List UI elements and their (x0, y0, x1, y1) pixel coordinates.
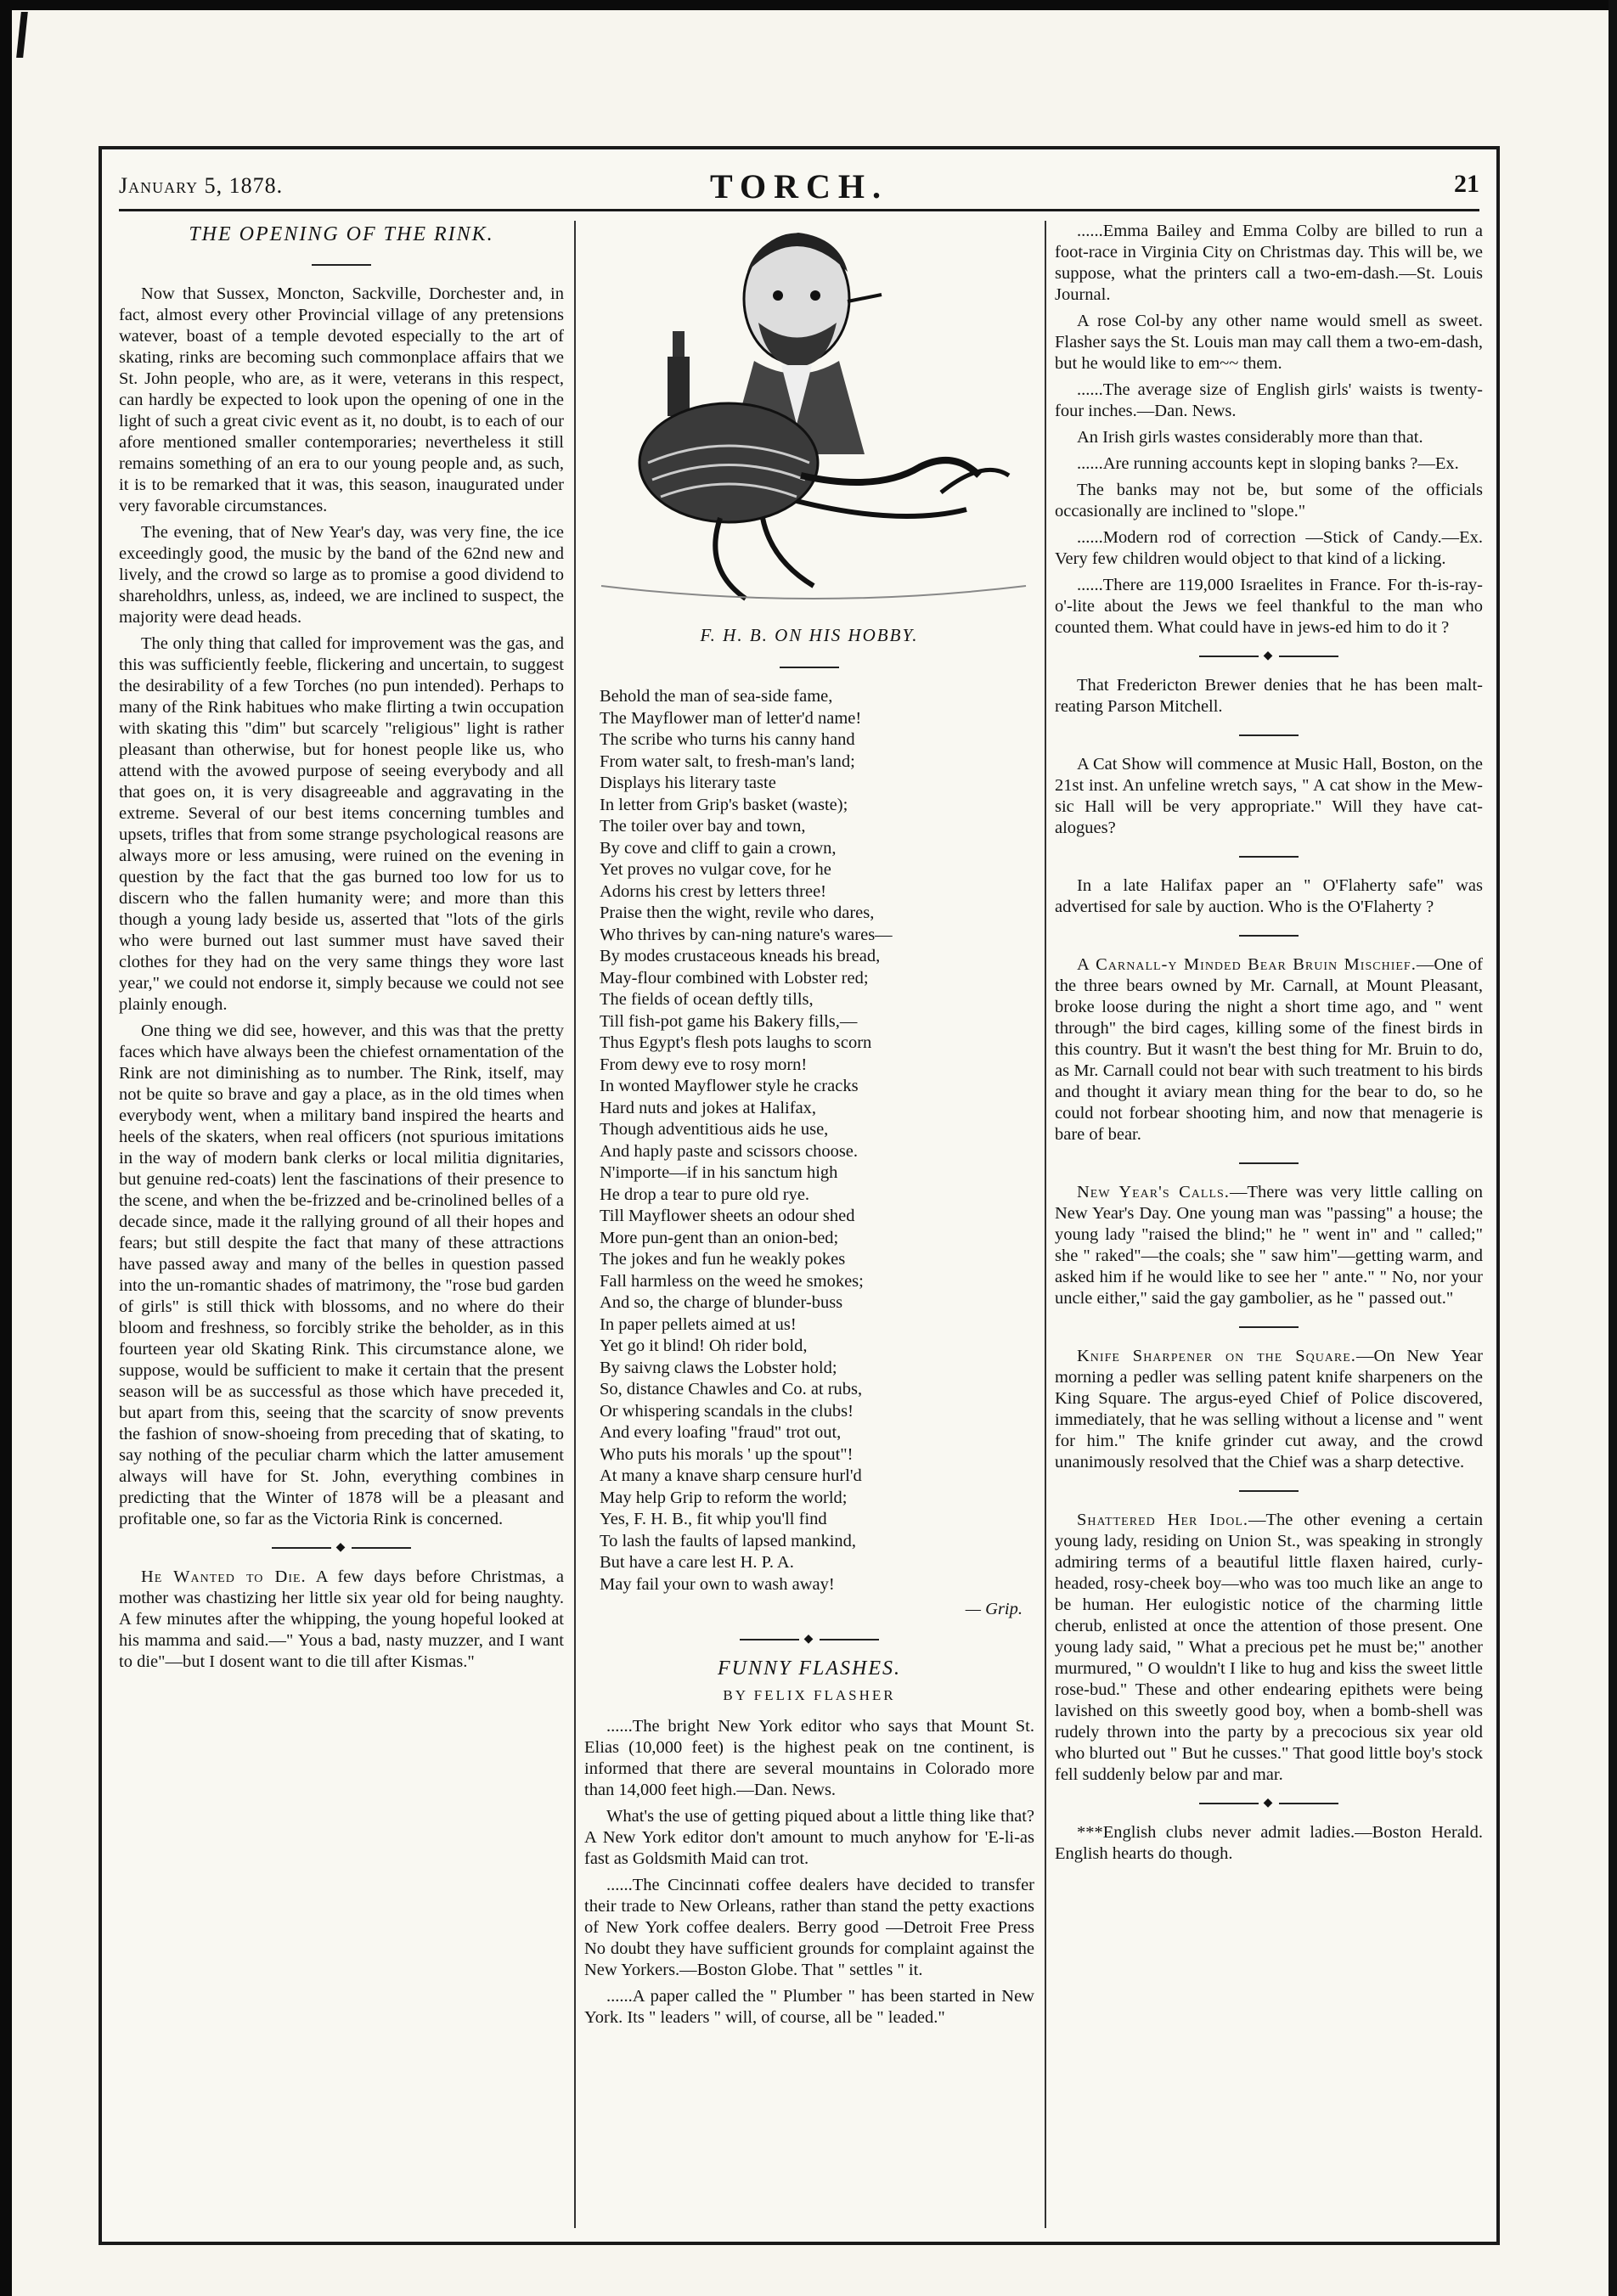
column-3 (1055, 221, 1483, 2228)
paragraph: ......Are running accounts kept in sloping banks ?—Ex. (1077, 454, 1459, 473)
paragraph: ***English clubs never admit ladies.—Boston Herald. English hearts do though. (1055, 1823, 1483, 1863)
ornament-icon (1055, 846, 1483, 867)
paragraph: Now that Sussex, Moncton, Sackville, Dorchester and, in fact, almost every other Provincial village of any pretensions watever, boast of a temple devoted especially to the art of skating, rinks are becoming such commonplace affairs that we St. John people, who are, as it were, veterans in this respect, can hardly be expected to look upon the opening of one in the light of such a great civic event as it, no doubt, is to each of our afore mentioned smaller contemporaries; nevertheless it still remains something of an era to our young people and, as such, it is to be remarked that it was, this season, inaugurated under very favorable circumstances. (119, 284, 564, 515)
paragraph: A rose Col-by any other name would smell as sweet. Flasher says the St. Louis man may call them a two-em-dash, but he would like to em~~ them. (1055, 312, 1483, 373)
poem-line: In wonted Mayflower style he cracks (600, 1077, 859, 1095)
illustration-caption: F. H. B. ON HIS HOBBY. (700, 625, 919, 645)
ornament-icon (584, 656, 1034, 678)
item-heading: He Wanted to Die. (141, 1567, 307, 1586)
paragraph: ......Emma Bailey and Emma Colby are billed to run a foot-race in Virginia City on Christmas day. This will be, we suppose, what the printers call a two-em-dash.—St. Louis Journal. (1055, 222, 1483, 304)
paragraph: ......Modern rod of correction —Stick of Candy.—Ex. Very few children would object to that kind of a licking. (1055, 528, 1483, 568)
ornament-icon (119, 254, 564, 275)
item-text: —One of the three bears owned by Mr. Carnall, at Mount Pleasant, broke loose during the night a short time ago, and " went through" the bird cages, killing some of the finest birds in this country. But it wasn't the best thing for Mr. Bruin to do, as Mr. Carnall could not bear with such treatment to his birds and thought it aviary mean thing for the bear to do, so he could not forbear shooting him, and now that menagerie is bare of bear. (1055, 955, 1483, 1144)
scan-edge-left (0, 0, 12, 2296)
poem-line: Praise then the wight, revile who dares, (600, 903, 875, 922)
ornament-icon: ◆ (1055, 645, 1483, 667)
item-heading: Shattered Her Idol. (1077, 1511, 1249, 1529)
column-rule (1045, 221, 1046, 2228)
poem-line: And so, the charge of blunder-buss (600, 1293, 843, 1312)
poem-line: N'importe—if in his sanctum high (600, 1163, 838, 1182)
paragraph: The evening, that of New Year's day, was very fine, the ice exceedingly good, the music by the band of the 62nd new and lively, and the crowd so large as to promise a good dividend to shareholdhrs, unless, as, indeed, we are inclined to suspect, the majority were dead heads. (119, 523, 564, 627)
masthead-title: TORCH. (710, 167, 888, 205)
poem-line: Displays his literary taste (600, 774, 776, 792)
ornament-icon (1055, 925, 1483, 946)
poem-line: And haply paste and scissors choose. (600, 1141, 859, 1161)
item-text: —On New Year morning a pedler was selling patent knife sharpeners on the King Square. The argus-eyed Chief of Police discovered, immediately, that he was selling without a license and " went for him." The knife grinder cut away, and the crowd unanimously resolved that the Chief was a sharp detective. (1055, 1347, 1483, 1472)
poem-line: Who thrives by can-ning nature's wares— (600, 925, 893, 944)
paragraph: In a late Halifax paper an " O'Flaherty safe" was advertised for sale by auction. Who is the O'Flaherty ? (1055, 876, 1483, 916)
news-item (1055, 1182, 1483, 1309)
paragraph: ......The Cincinnati coffee dealers have decided to transfer their trade to New Orleans, rather than stand the petty exactions of New York coffee dealers. Berry good —Detroit Free Press No doubt they have sufficient grounds for complaint against the New Yorkers.—Boston Globe. That " settles " it. (584, 1876, 1034, 1979)
news-item (1055, 954, 1483, 1145)
poem-line: But have a care lest H. P. A. (600, 1553, 794, 1572)
poem-line: He drop a tear to pure old rye. (600, 1185, 810, 1204)
poem-line: Hard nuts and jokes at Halifax, (600, 1098, 817, 1117)
poem-line: Behold the man of sea-side fame, (600, 687, 833, 706)
ornament-icon (1055, 1316, 1483, 1337)
poem (600, 686, 1034, 1595)
poem-line: The jokes and fun he weakly pokes (600, 1250, 846, 1269)
article-title: THE OPENING OF THE RINK. (189, 223, 494, 245)
ornament-icon: ◆ (119, 1537, 564, 1558)
paragraph: That Fredericton Brewer denies that he has been malt-reating Parson Mitchell. (1055, 676, 1483, 716)
poem-line: By saivng claws the Lobster hold; (600, 1358, 837, 1377)
poem-line: From water salt, to fresh-man's land; (600, 751, 855, 771)
paragraph: ......There are 119,000 Israelites in France. For th-is-ray-o'-lite about the Jews we feel thankful to the man who counted them. What could have in jews-ed him to do it ? (1055, 576, 1483, 637)
column-rule (574, 221, 576, 2228)
paragraph: ......The average size of English girls' waists is twenty-four inches.—Dan. News. (1055, 380, 1483, 420)
item-text: —The other evening a certain young lady, residing on Union St., was speaking in strongly admiring terms of a beautiful little flaxen haired, curly-headed, rosy-cheek boy—who was too much like an ange to be human. Her eulogistic notice of the charming little cherub, enlisted at once the attention of those present. One young lady said, " What a precious pet he must be;" another murmured, " O wouldn't I like to hug and kiss the sweet little rose-bud." These and other endearing epithets were being lavished on this sweetly good boy, when a bomb-shell was rudely thrown into the party by a precocious six year old who blurted out " But he cusses." That good little boy's stock fell suddenly below par and mar. (1055, 1511, 1483, 1784)
poem-line: At many a knave sharp censure hurl'd (600, 1466, 862, 1485)
poem-line: May-flour combined with Lobster red; (600, 968, 869, 988)
column-1 (119, 221, 564, 2228)
poem-line: Though adventitious aids he use, (600, 1120, 829, 1139)
item-heading: A Carnall-y Minded Bear Bruin Mischief. (1077, 955, 1417, 974)
paragraph: The banks may not be, but some of the officials occasionally are inclined to "slope." (1055, 481, 1483, 521)
poem-line: May help Grip to reform the world; (600, 1488, 848, 1507)
poem-line: More pun-gent than an onion-bed; (600, 1228, 839, 1247)
scan-mark (16, 12, 28, 58)
paragraph: A Cat Show will commence at Music Hall, Boston, on the 21st inst. An unfeline wretch says, " A cat show in the Mew-sic Hall will be very appropriate." Will they have cat-alogues? (1055, 755, 1483, 837)
poem-line: The Mayflower man of letter'd name! (600, 708, 862, 728)
paragraph: An Irish girls wastes considerably more than that. (1077, 428, 1423, 447)
news-item (119, 1567, 564, 1673)
ornament-icon: ◆ (1055, 1792, 1483, 1814)
poem-line: By cove and cliff to gain a crown, (600, 838, 837, 858)
paragraph: ......The bright New York editor who says that Mount St. Elias (10,000 feet) is the highest peak on tne continent, is informed that there are several mountains in Colorado more than 14,000 feet high.—Dan. News. (584, 1717, 1034, 1799)
column-2 (584, 221, 1034, 2228)
poem-line: Adorns his crest by letters three! (600, 881, 826, 901)
paragraph: What's the use of getting piqued about a little thing like that? A New York editor don't amount to much anyhow for 'E-li-as fast as Goldsmith Maid can trot. (584, 1807, 1034, 1868)
item-heading: Knife Sharpener on the Square. (1077, 1347, 1356, 1365)
section-title: FUNNY FLASHES. (717, 1657, 901, 1680)
item-text: —There was very little calling on New Year's Day. One young man was "passing" a house; the young lady "raised the blind;" he " went in" and " called;" she " raked"—the coals; she " saw him"—getting warm, and asked him if he would like to see her " ante." " No, nor your uncle either," said the gay gambolier, as he " passed out." (1055, 1183, 1483, 1308)
newspaper-page (99, 146, 1500, 2245)
scan-edge-right (1609, 0, 1617, 2296)
ornament-icon (1055, 1152, 1483, 1173)
page-number: 21 (1454, 170, 1479, 198)
poem-signature: — Grip. (965, 1600, 1023, 1618)
item-text: A few days before Christmas, a mother was chastizing her little six year old for being naughty. A few minutes after the whipping, the young hopeful looked at his mamma and said.—" Yous a bad, nasty muzzer, and I want to die"—but I dosent want to die till after Kismas." (119, 1567, 564, 1671)
poem-line: The toiler over bay and town, (600, 817, 806, 836)
poem-line: From dewy eve to rosy morn! (600, 1055, 808, 1074)
poem-line: To lash the faults of lapsed mankind, (600, 1531, 857, 1550)
byline: BY FELIX FLASHER (723, 1687, 896, 1703)
paragraph: One thing we did see, however, and this was that the pretty faces which have always been the chiefest ornamentation of the Rink are not diminishing as to number. The Rink, itself, may not be quite so brave and gay a place, as in the old times when everybody went, when a military band inspired the hearts and heels of the skaters, when real officers (not spurious imitations in the way of modern bank clerks or local militia dignitaries, but genuine red-coats) lent the fascinations of their presence to the scene, and when the be-frizzed and be-crinolined belles of a decade since, made it the rallying ground of all their hopes and fears; but still despite the fact that many of these attractions have passed away and many of the belles in question passed into the un-romantic shades of matrimony, the "rose bud garden of girls" is still thick with blossoms, and no where do their bloom and freshness, so forcibly strike the beholder, as in this fourteen year old Skating Rink. This circumstance alone, we suppose, would be sufficient to make it certain that the present season will be as successful as those which have preceded it, but apart from this, seeing that the scarcity of snow prevents the fashion of snow-shoeing from preceding that of skating, to say nothing of the peculiar charm which the latter amusement always will have for St. John, everything combines in predicting that the Winter of 1878 will be a pleasant and profitable one, so far as the Victoria Rink is concerned. (119, 1021, 564, 1528)
ornament-icon (1055, 1480, 1483, 1501)
news-item (1055, 1346, 1483, 1473)
poem-line: And every loafing "fraud" trot out, (600, 1423, 842, 1442)
cartoon-illustration (584, 221, 1034, 620)
poem-line: Thus Egypt's flesh pots laughs to scorn (600, 1033, 872, 1052)
poem-line: Yet go it blind! Oh rider bold, (600, 1337, 808, 1355)
poem-line: The scribe who turns his canny hand (600, 730, 855, 749)
page-header (119, 165, 1479, 211)
ornament-icon: ◆ (584, 1629, 1034, 1650)
news-item (1055, 1510, 1483, 1786)
poem-line: In letter from Grip's basket (waste); (600, 795, 848, 814)
poem-line: Yet proves no vulgar cove, for he (600, 860, 831, 879)
poem-line: Fall harmless on the weed he smokes; (600, 1271, 864, 1291)
poem-line: May fail your own to wash away! (600, 1574, 835, 1594)
poem-line: By modes crustaceous kneads his bread, (600, 947, 881, 965)
poem-line: Till fish-pot game his Bakery fills,— (600, 1011, 858, 1031)
poem-line: In paper pellets aimed at us! (600, 1314, 797, 1334)
ornament-icon (1055, 724, 1483, 746)
item-heading: New Year's Calls. (1077, 1183, 1230, 1201)
poem-line: Or whispering scandals in the clubs! (600, 1401, 854, 1421)
poem-line: Yes, F. H. B., fit whip you'll find (600, 1510, 827, 1528)
paragraph: The only thing that called for improvement was the gas, and this was sufficiently feeble, flickering and uncertain, to suggest the desirability of a few Torches (no pun intended). Perhaps to many of the Rink habitues who make flirting a twin occupation with skating this "dim" but scarcely "religious" light is rather pleasant than otherwise, but for honest people like us, who attend with the avowed purpose of seeing everybody and all that goes on, it is very disagreeable and aggravating in the extreme. Several of our best items concerning tumbles and upsets, trifles that from some strange psychological reasons are always more or less amusing, were ruined on the evening in question by the fact that the gas burned too low for us to discern who the fallen humanity were; and more than this though a young lady beside us, asserted that "lots of the girls who were burned out last summer must have saved their clothes for they had on the very same things they wore last year," we could not endorse it, simply because we could not see plainly enough. (119, 634, 564, 1014)
poem-line: The fields of ocean deftly tills, (600, 990, 814, 1009)
scan-edge-top (0, 0, 1617, 10)
poem-line: So, distance Chawles and Co. at rubs, (600, 1380, 863, 1398)
issue-date: January 5, 1878. (119, 173, 284, 198)
poem-line: Till Mayflower sheets an odour shed (600, 1207, 855, 1225)
paragraph: ......A paper called the " Plumber " has been started in New York. Its " leaders " will, of course, all be " leaded." (584, 1987, 1034, 2027)
poem-line: Who puts his morals ' up the spout"! (600, 1444, 854, 1464)
